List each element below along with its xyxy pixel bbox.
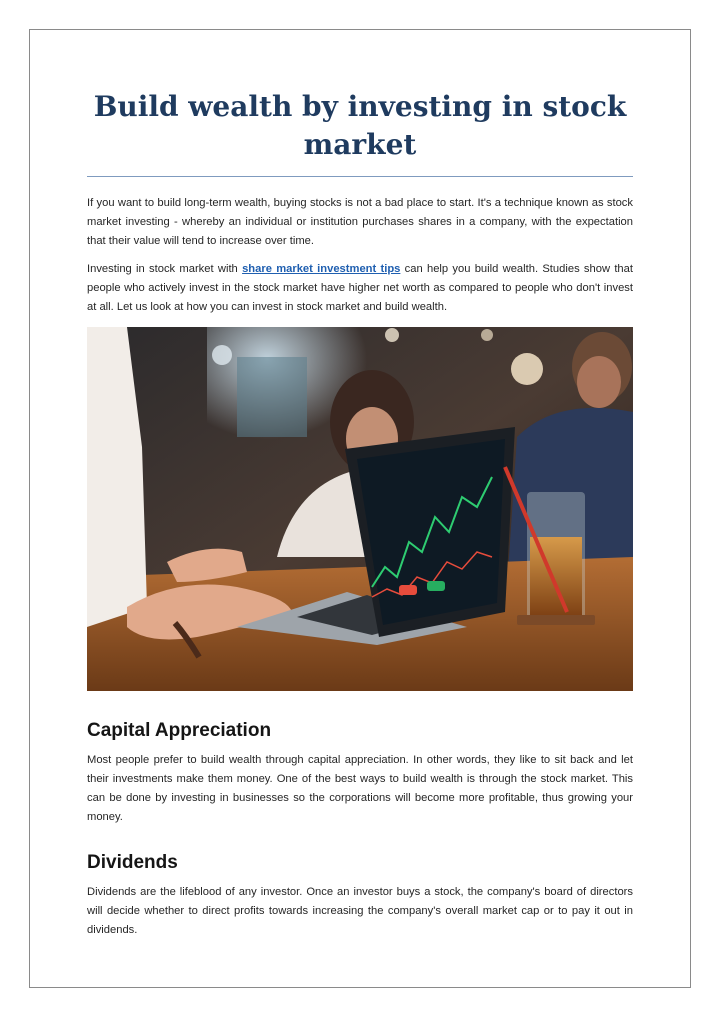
share-market-tips-link[interactable]: share market investment tips bbox=[242, 263, 401, 275]
section-heading-dividends: Dividends bbox=[87, 852, 178, 873]
dividends-text: Dividends are the lifeblood of any investor. Once an investor buys a stock, the company's board of directors will decide whether to direct profits towards increasing the company's overall market cap or to pay it out in dividends. bbox=[87, 886, 633, 936]
hero-image bbox=[87, 327, 633, 691]
capital-appreciation-text: Most people prefer to build wealth through capital appreciation. In other words, they like to sit back and let their investments make them money. One of the best ways to build wealth is through the stock market. This can be done by investing in businesses so the corporations will become more profitable, thus growing your money. bbox=[87, 754, 633, 823]
tips-paragraph bbox=[87, 260, 633, 317]
section-heading-capital-appreciation: Capital Appreciation bbox=[87, 720, 272, 741]
document-body bbox=[87, 88, 633, 940]
title-underline bbox=[87, 176, 633, 177]
tips-paragraph-rest: can help you build wealth. Studies show that people who actively invest in the stock market have higher net worth as compared to people who don't invest at all. Let us look at how you can invest in stock market and build wealth. bbox=[87, 263, 633, 313]
tips-paragraph-lead: Investing in stock market with bbox=[87, 263, 243, 275]
document-title: Build wealth by investing in stock market bbox=[93, 90, 627, 161]
intro-paragraph: If you want to build long-term wealth, buying stocks is not a bad place to start. It's a technique known as stock market investing - whereby an individual or institution purchases shares in a company, with the expectation that their value will tend to increase over time. bbox=[87, 197, 633, 247]
